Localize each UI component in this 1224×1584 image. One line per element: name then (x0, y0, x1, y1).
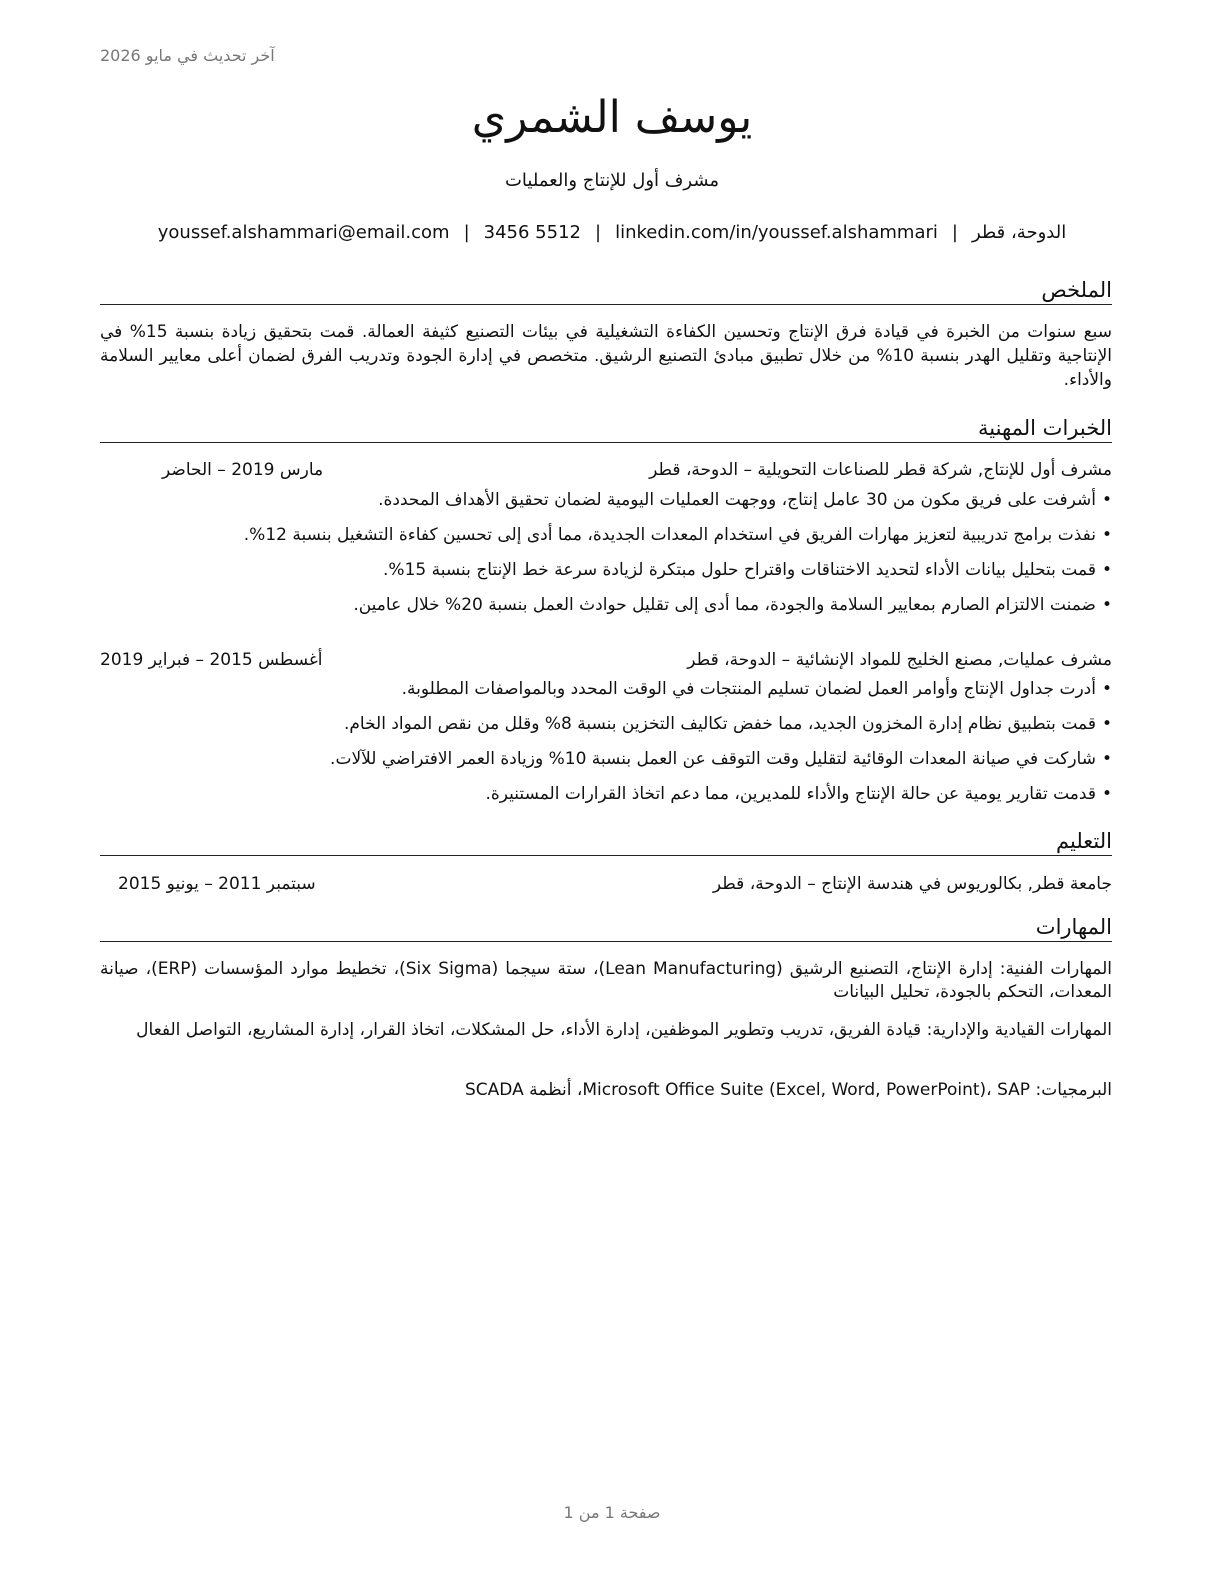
bullet-dot: • (1101, 490, 1112, 510)
summary-text: سبع سنوات من الخبرة في قيادة فرق الإنتاج وتحسين الكفاءة التشغيلية في بيئات التصنيع كثيفة العمالة. قمت بتحقيق زيادة بنسبة 15% في الإنتاجية وتقليل الهدر بنسبة 10% من خلال تطبيق مبادئ التصنيع الرشيق. متخصص في إدارة الجودة وتدريب الفرق لضمان أعلى معايير السلامة والأداء. (100, 322, 1112, 390)
job-header (100, 458, 1112, 482)
contact-line (0, 222, 1224, 243)
page-number: صفحة 1 من 1 (563, 1503, 661, 1522)
job-dates: مارس 2019 – الحاضر (162, 460, 324, 480)
experience-heading: الخبرات المهنية (100, 415, 1112, 443)
skills-technical: المهارات الفنية: إدارة الإنتاج، التصنيع الرشيق (Lean Manufacturing)، ستة سيجما (Six Sigma)، تخطيط موارد المؤسسات (ERP)، صيانة المعدات، التحكم بالجودة، تحليل البيانات (100, 959, 1113, 1002)
contact-linkedin[interactable]: linkedin.com/in/youssef.alshammari (615, 222, 938, 243)
job-bullet-list (100, 488, 1112, 628)
contact-email[interactable]: youssef.alshammari@email.com (157, 222, 450, 243)
list-item: •شاركت في صيانة المعدات الوقائية لتقليل وقت التوقف عن العمل بنسبة 10% وزيادة العمر الافتراضي للآلات. (330, 749, 1112, 769)
summary-heading: الملخص (100, 277, 1112, 305)
list-item: •ضمنت الالتزام الصارم بمعايير السلامة والجودة، مما أدى إلى تقليل حوادث العمل بنسبة 20% خلال عامين. (353, 595, 1112, 615)
list-item: •قدمت تقارير يومية عن حالة الإنتاج والأداء للمديرين، مما دعم اتخاذ القرارات المستنيرة. (485, 784, 1112, 804)
skills-heading: المهارات (100, 914, 1112, 942)
candidate-title: مشرف أول للإنتاج والعمليات (504, 170, 720, 191)
bullet-dot: • (1101, 560, 1112, 580)
last-updated-label: آخر تحديث في مايو 2026 (100, 46, 275, 65)
contact-separator: | (463, 222, 470, 243)
bullet-dot: • (1101, 784, 1112, 804)
education-entry (100, 872, 1112, 896)
list-item: •أشرفت على فريق مكون من 30 عامل إنتاج، ووجهت العمليات اليومية لضمان تحقيق الأهداف المحددة. (378, 490, 1112, 510)
bullet-dot: • (1101, 749, 1112, 769)
bullet-dot: • (1101, 714, 1112, 734)
list-item: •قمت بتطبيق نظام إدارة المخزون الجديد، مما خفض تكاليف التخزين بنسبة 8% وقلل من نقص المواد الخام. (343, 714, 1112, 734)
list-item: •قمت بتحليل بيانات الأداء لتحديد الاختناقات واقتراح حلول مبتكرة لزيادة سرعة خط الإنتاج بنسبة 15%. (383, 560, 1112, 580)
job-role: مشرف أول للإنتاج, شركة قطر للصناعات التحويلية – الدوحة، قطر (649, 460, 1112, 480)
bullet-dot: • (1101, 679, 1112, 699)
contact-location: الدوحة، قطر (971, 222, 1067, 243)
contact-separator: | (951, 222, 958, 243)
education-dates: سبتمبر 2011 – يونيو 2015 (118, 874, 316, 894)
list-item: •أدرت جداول الإنتاج وأوامر العمل لضمان تسليم المنتجات في الوقت المحدد وبالمواصفات المطلوبة. (401, 679, 1112, 699)
skills-leadership: المهارات القيادية والإدارية: قيادة الفريق، تدريب وتطوير الموظفين، إدارة الأداء، حل المشكلات، اتخاذ القرار، إدارة المشاريع، التواصل الفعال (136, 1020, 1112, 1040)
contact-separator: | (595, 222, 602, 243)
education-heading: التعليم (100, 828, 1112, 856)
job-role: مشرف عمليات, مصنع الخليج للمواد الإنشائية – الدوحة، قطر (687, 650, 1112, 670)
list-item: •نفذت برامج تدريبية لتعزيز مهارات الفريق في استخدام المعدات الجديدة، مما أدى إلى تحسين كفاءة التشغيل بنسبة 12%. (243, 525, 1112, 545)
job-header (100, 648, 1112, 672)
bullet-dot: • (1101, 525, 1112, 545)
candidate-name: يوسف الشمري (471, 92, 753, 143)
bullet-dot: • (1101, 595, 1112, 615)
job-bullet-list (100, 677, 1112, 817)
contact-phone: 3456 5512 (483, 222, 581, 243)
skills-software: البرمجيات: Microsoft Office Suite (Excel, Word, PowerPoint)، SAP، أنظمة SCADA (465, 1080, 1112, 1100)
job-dates: أغسطس 2015 – فبراير 2019 (100, 650, 323, 670)
education-degree: جامعة قطر, بكالوريوس في هندسة الإنتاج – الدوحة، قطر (712, 874, 1112, 894)
